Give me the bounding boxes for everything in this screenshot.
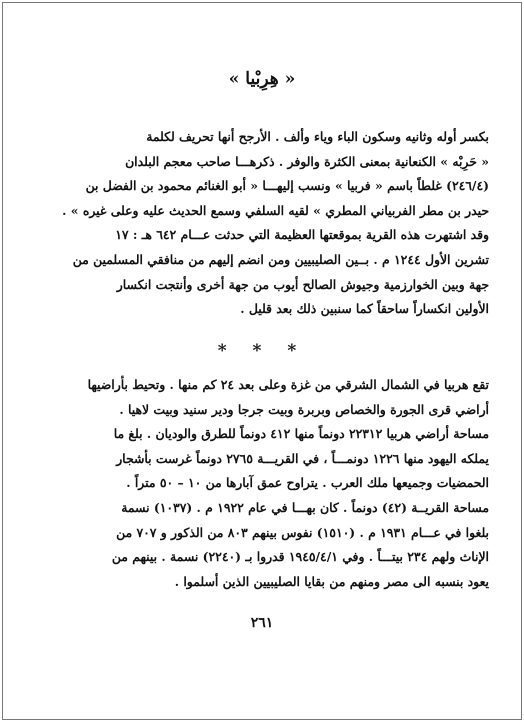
text-line: مساحة أراضي هربيا ٢٢٣١٢ دونماً منها ٤١٢ دونماً للطرق والوديان . بلغ ما	[113, 426, 489, 442]
text-line: الحمضيات وجميعها ملك العرب . يتراوح عمق آبارها من ١٠ – ٥٠ متراً .	[126, 475, 489, 491]
text-line: مساحة القريــة (٤٢) دونماً . كان بهـــا في عام ١٩٢٢ م . (١٠٣٧) نسمة	[121, 499, 489, 515]
entry-title: « هِرِبْيا »	[228, 69, 296, 89]
text-line: تقع هربيا في الشمال الشرقي من غزة وعلى بعد ٢٤ كم منها . وتحيط بأراضيها	[87, 377, 489, 392]
paragraph-1	[43, 125, 489, 322]
text-line: أراضي قرى الجورة والخصاص وبربرة وبيت جرجا ودير سنيد وبيت لاهيا .	[119, 401, 489, 417]
text-line: بكسر أوله وثانيه وسكون الباء وياء وألف . الأرجح أنها تحريف لكلمة	[146, 129, 489, 144]
text-line: تشرين الأول ١٢٤٤ م . بــين الصليبيين ومن انضم إليهم من منافقي المسلمين من	[72, 251, 489, 267]
paragraph-2	[43, 373, 489, 594]
text-line: حيدر بن مطر الفربياني المطري » لقيه السلفي وسمع الحديث عليه وعلى غيره » .	[62, 202, 489, 218]
section-separator: * * *	[217, 341, 307, 361]
text-line: جهة وبين الخوارزمية وجيوش الصالح أيوب من جهة أخرى وأنتجت انكسار	[116, 276, 489, 292]
text-line: بلغوا في عـــام ١٩٣١ م . (١٥١٠) نفوس بينهم ٨٠٣ من الذكور و ٧٠٧ من	[116, 524, 489, 540]
page-number: ٢٦١	[250, 615, 274, 631]
text-line: يملكه اليهود منها ١٢٢٦ دونمـــاً ، في القريـــة ٢٧٦٥ دونماً غرست بأشجار	[116, 450, 489, 466]
text-line: الأولين انكساراً ساحقاً كما سنبين ذلك بعد قليل .	[240, 301, 489, 317]
text-line: وقد اشتهرت هذه القرية بموقعتها العظيمة التي حدثت عـــام ٦٤٢ هـ : ١٧	[115, 227, 489, 243]
text-line: يعود بنسبه الى مصر ومنهم من بقايا الصليبيين الذين أسلموا .	[174, 573, 489, 589]
text-line: (٢٤٦/٤) غلطاً باسم « فربيا » ونسب إليهـــا « أبو الغنائم محمود بن الفضل بن	[85, 178, 489, 194]
text-line: « حَرِبْه » الكنعانية بمعنى الكثرة والوفر . ذكرهـــا صاحب معجم البلدان	[125, 153, 489, 169]
book-page	[2, 2, 522, 720]
text-line: الإناث ولهم ٢٣٤ بيتـــاً . وفي ١٩٤٥/٤/١ قدروا بـ (٢٢٤٠) نسمة . بينهم من	[111, 549, 489, 565]
